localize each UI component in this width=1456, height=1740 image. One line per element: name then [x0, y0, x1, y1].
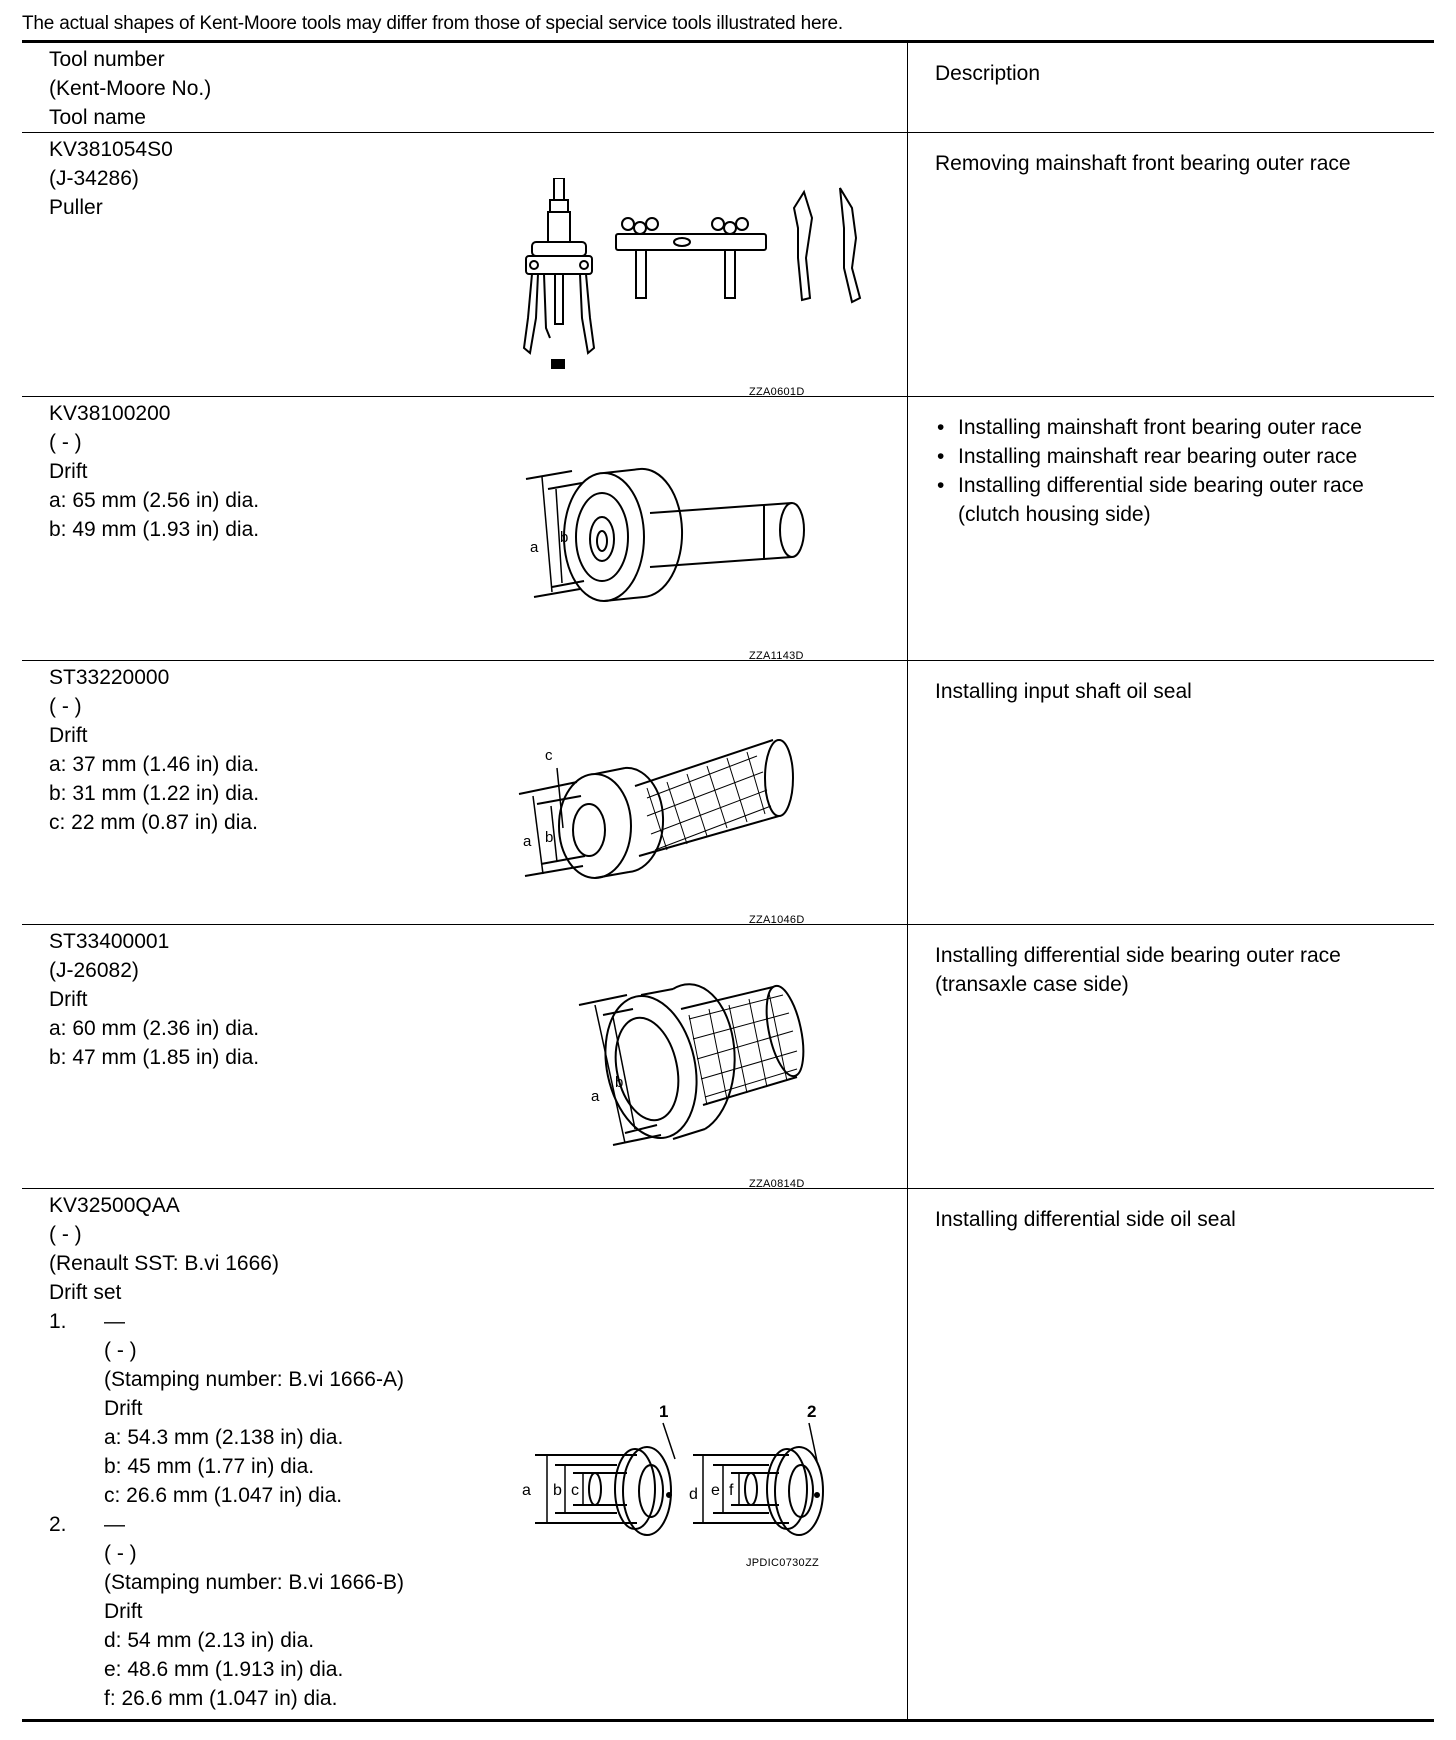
label-a: a — [530, 539, 539, 556]
sub-item-number: 1. — [49, 1310, 67, 1333]
dimension-a: a: 65 mm (2.56 in) dia. — [49, 489, 260, 512]
image-code: JPDIC0730ZZ — [746, 1557, 819, 1569]
header-kent-moore-no: (Kent-Moore No.) — [49, 77, 212, 100]
sub-item-line: d: 54 mm (2.13 in) dia. — [104, 1629, 315, 1652]
tool-name: Drift set — [49, 1281, 122, 1304]
tool-name: Drift — [49, 460, 88, 483]
description: Removing mainshaft front bearing outer race — [935, 152, 1351, 175]
description-list — [935, 413, 1434, 500]
header-description: Description — [935, 62, 1041, 85]
list-item: • Installing mainshaft front bearing outer race — [935, 413, 1434, 442]
table-row — [22, 397, 1434, 661]
description: Installing differential side bearing outer race — [935, 944, 1341, 967]
description-continuation: (transaxle case side) — [935, 973, 1129, 996]
kent-moore-no: ( - ) — [49, 431, 82, 454]
label-b: b — [553, 1482, 562, 1499]
dimension-a: a: 60 mm (2.36 in) dia. — [49, 1017, 260, 1040]
description-cell — [908, 397, 1435, 661]
tool-cell — [22, 925, 908, 1189]
illustration-note: The actual shapes of Kent-Moore tools may differ from those of special service tools illustrated here. — [22, 13, 843, 34]
label-b: b — [560, 529, 569, 546]
callout-2: 2 — [807, 1402, 817, 1421]
sub-item-line: — — [104, 1310, 125, 1333]
tool-number: KV381054S0 — [49, 138, 173, 161]
callout-1: 1 — [659, 1402, 669, 1421]
list-item: • Installing mainshaft rear bearing outer race — [935, 442, 1434, 471]
description-cell — [908, 133, 1435, 397]
sub-item-line: b: 45 mm (1.77 in) dia. — [104, 1455, 315, 1478]
kent-moore-no: (J-34286) — [49, 167, 139, 190]
description: Installing input shaft oil seal — [935, 680, 1192, 703]
description-cell — [908, 661, 1435, 925]
kent-moore-no: (J-26082) — [49, 959, 139, 982]
table-row — [22, 133, 1434, 397]
label-e: e — [711, 1482, 720, 1499]
sub-item-line: (Stamping number: B.vi 1666-B) — [104, 1571, 404, 1594]
image-code: ZZA0814D — [749, 1178, 805, 1190]
image-code: ZZA1143D — [749, 650, 804, 662]
description-continuation: (clutch housing side) — [958, 503, 1151, 526]
drift-illustration — [577, 965, 847, 1155]
table-header-row — [22, 42, 1434, 133]
label-d: d — [689, 1486, 698, 1503]
kent-moore-no: ( - ) — [49, 1223, 82, 1246]
tool-name: Drift — [49, 724, 88, 747]
special-service-tools-table — [22, 40, 1434, 1722]
tool-cell — [22, 1189, 908, 1721]
dimension-b: b: 31 mm (1.22 in) dia. — [49, 782, 260, 805]
sub-item-line: c: 26.6 mm (1.047 in) dia. — [104, 1484, 343, 1507]
tool-cell — [22, 397, 908, 661]
dimension-b: b: 49 mm (1.93 in) dia. — [49, 518, 260, 541]
kent-moore-no: ( - ) — [49, 695, 82, 718]
table-row — [22, 661, 1434, 925]
sub-item — [49, 1510, 907, 1713]
tool-cell — [22, 661, 908, 925]
sub-item-line: ( - ) — [104, 1542, 137, 1565]
label-a: a — [523, 833, 532, 850]
dimension-a: a: 37 mm (1.46 in) dia. — [49, 753, 260, 776]
label-c: c — [571, 1482, 579, 1499]
dimension-b: b: 47 mm (1.85 in) dia. — [49, 1046, 260, 1069]
tool-number: KV32500QAA — [49, 1194, 180, 1217]
sub-item-line: a: 54.3 mm (2.138 in) dia. — [104, 1426, 344, 1449]
sub-item-line: f: 26.6 mm (1.047 in) dia. — [104, 1687, 338, 1710]
table-row — [22, 925, 1434, 1189]
image-code: ZZA0601D — [749, 386, 805, 398]
label-b: b — [615, 1074, 624, 1091]
header-tool-number: Tool number — [49, 48, 165, 71]
label-f: f — [729, 1482, 734, 1499]
renault-sst: (Renault SST: B.vi 1666) — [49, 1252, 279, 1275]
image-code: ZZA1046D — [749, 914, 805, 926]
tool-number: KV38100200 — [49, 402, 171, 425]
list-item: • Installing differential side bearing outer race — [935, 471, 1434, 500]
tool-number: ST33220000 — [49, 666, 170, 689]
label-b: b — [545, 829, 554, 846]
table-row — [22, 1189, 1434, 1721]
tool-name: Drift — [49, 988, 88, 1011]
tool-name: Puller — [49, 196, 103, 219]
label-c: c — [545, 747, 553, 764]
label-a: a — [591, 1088, 600, 1105]
sub-item-line: ( - ) — [104, 1339, 137, 1362]
label-a: a — [522, 1482, 531, 1499]
sub-item-line: Drift — [104, 1397, 143, 1420]
dimension-c: c: 22 mm (0.87 in) dia. — [49, 811, 258, 834]
header-tool-cell — [22, 42, 908, 133]
drift-set-illustration — [517, 1399, 887, 1539]
sub-item-line: e: 48.6 mm (1.913 in) dia. — [104, 1658, 344, 1681]
sub-item-number: 2. — [49, 1513, 67, 1536]
sub-item-line: — — [104, 1513, 125, 1536]
description-cell — [908, 925, 1435, 1189]
tool-number: ST33400001 — [49, 930, 170, 953]
description: Installing differential side oil seal — [935, 1208, 1236, 1231]
header-tool-name: Tool name — [49, 106, 146, 129]
puller-illustration — [522, 178, 872, 388]
description-cell — [908, 1189, 1435, 1721]
sub-item-line: (Stamping number: B.vi 1666-A) — [104, 1368, 404, 1391]
sub-item-line: Drift — [104, 1600, 143, 1623]
drift-illustration — [522, 457, 872, 607]
header-description-cell — [908, 42, 1435, 133]
drift-illustration — [517, 716, 877, 886]
tool-cell — [22, 133, 908, 397]
